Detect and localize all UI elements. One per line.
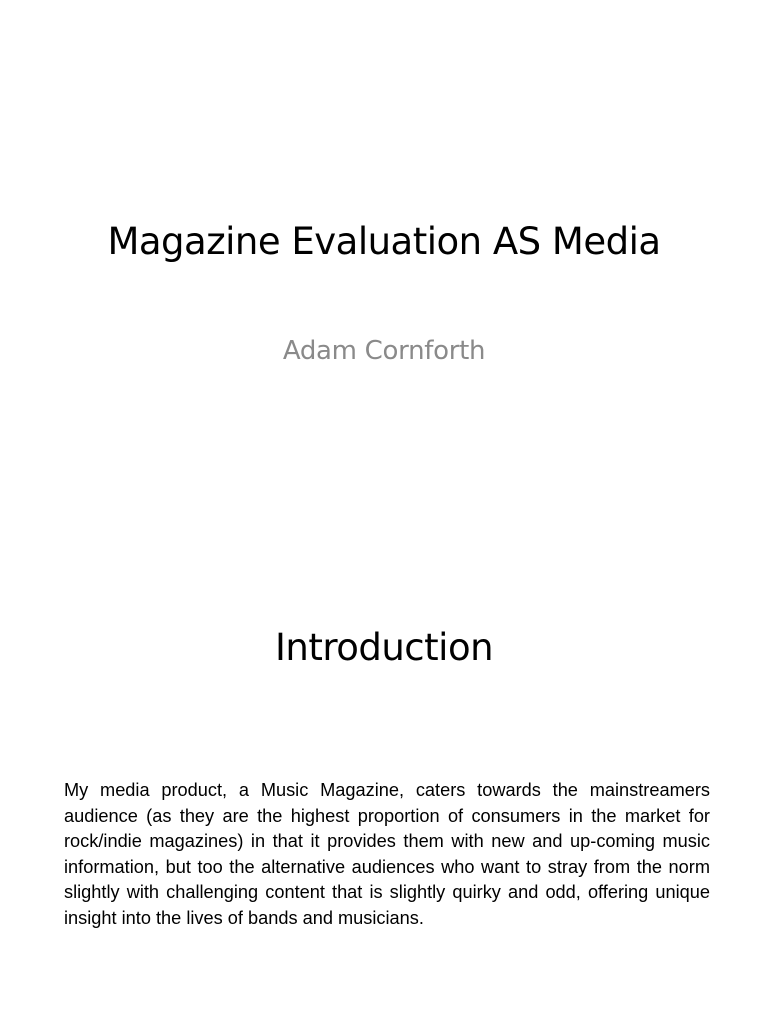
introduction-slide [0,512,768,1024]
slide-body-text: My media product, a Music Magazine, caters towards the mainstreamers audience (as they are the highest proportion of consumers in the market for rock/indie magazines) in that it provides them with new and up-coming music information, but too the alternative audiences who want to stray from the norm slightly with challenging content that is slightly quirky and odd, offering unique insight into the lives of bands and musicians. [64,780,710,928]
slide-subtitle-author: Adam Cornforth [282,336,486,366]
slide-heading: Introduction [274,626,494,669]
slide-title: Magazine Evaluation AS Media [107,220,661,263]
